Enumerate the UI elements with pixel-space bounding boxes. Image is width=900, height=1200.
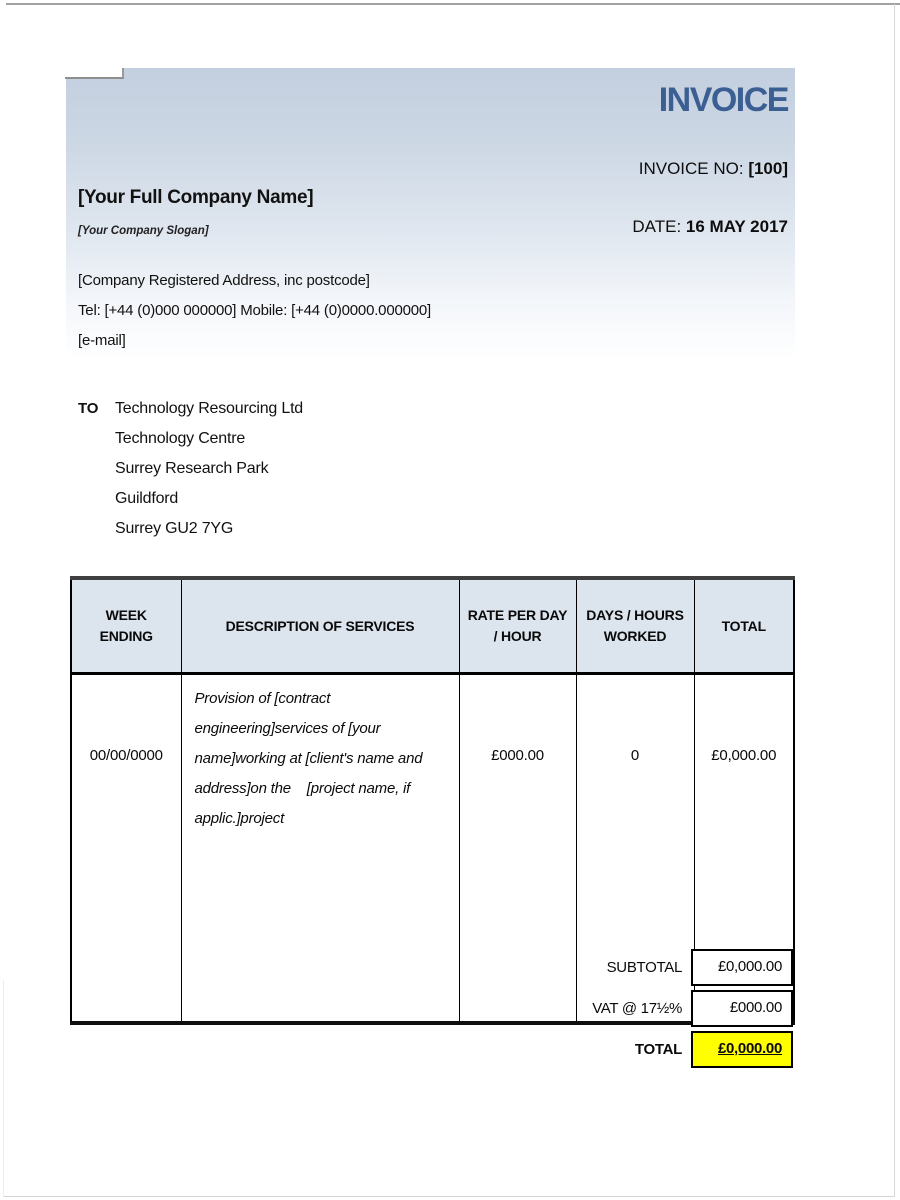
invoice-number-line xyxy=(639,159,788,179)
recipient-label: TO xyxy=(78,400,99,417)
page-top-border xyxy=(6,3,900,5)
invoice-date-value: 16 MAY 2017 xyxy=(685,217,788,236)
page-bottom-border xyxy=(3,1196,895,1197)
page-right-border xyxy=(894,4,895,1197)
column-header-rate: RATE PER DAY / HOUR xyxy=(459,578,576,674)
company-name: [Your Full Company Name] xyxy=(78,187,314,208)
company-email-line: [e-mail] xyxy=(78,332,126,349)
week-ending-cell: 00/00/0000 xyxy=(71,674,181,1024)
total-label: TOTAL xyxy=(634,1041,682,1058)
company-phone-line: Tel: [+44 (0)000 000000] Mobile: [+44 (0)0000.000000] xyxy=(78,302,431,319)
column-header-description: DESCRIPTION OF SERVICES xyxy=(181,578,459,674)
recipient-section xyxy=(78,394,303,544)
total-row xyxy=(70,1031,793,1068)
recipient-address-line: Surrey Research Park xyxy=(115,460,269,477)
subtotal-row xyxy=(70,949,793,986)
company-address-line: [Company Registered Address, inc postcode] xyxy=(78,272,370,289)
total-value: £0,000.00 xyxy=(691,1031,793,1068)
column-header-days-worked: DAYS / HOURS WORKED xyxy=(576,578,694,674)
invoice-number-label: INVOICE NO: xyxy=(638,159,749,178)
invoice-date-label: DATE: xyxy=(632,217,686,236)
row-total-cell: £0,000.00 xyxy=(694,674,794,1024)
subtotal-value: £0,000.00 xyxy=(691,949,793,986)
page-left-border xyxy=(3,980,4,1197)
invoice-title: INVOICE xyxy=(658,81,788,119)
recipient-address-line: Surrey GU2 7YG xyxy=(115,520,234,537)
services-table-header-row xyxy=(71,578,794,674)
subtotal-label: SUBTOTAL xyxy=(606,959,682,976)
invoice-number-value: [100] xyxy=(748,159,788,178)
invoice-header xyxy=(66,68,795,360)
company-slogan: [Your Company Slogan] xyxy=(78,225,209,237)
days-worked-cell: 0 xyxy=(576,674,694,1024)
column-header-total: TOTAL xyxy=(694,578,794,674)
recipient-address-line: Guildford xyxy=(115,490,179,507)
description-cell: Provision of [contract engineering]services of [your name]working at [client's name and address]on the [project name, if applic.]project xyxy=(181,674,459,1024)
invoice-date-line xyxy=(632,217,788,237)
recipient-address-block xyxy=(115,394,303,544)
rate-cell: £000.00 xyxy=(459,674,576,1024)
vat-label: VAT @ 17½% xyxy=(592,1000,682,1017)
column-header-week-ending: WEEK ENDING xyxy=(71,578,181,674)
totals-summary xyxy=(70,949,793,1072)
header-corner-notch xyxy=(65,68,124,79)
company-address-block xyxy=(78,266,431,356)
recipient-address-line: Technology Resourcing Ltd xyxy=(115,400,304,417)
recipient-address-line: Technology Centre xyxy=(115,430,246,447)
vat-row xyxy=(70,990,793,1027)
vat-value: £000.00 xyxy=(691,990,793,1027)
